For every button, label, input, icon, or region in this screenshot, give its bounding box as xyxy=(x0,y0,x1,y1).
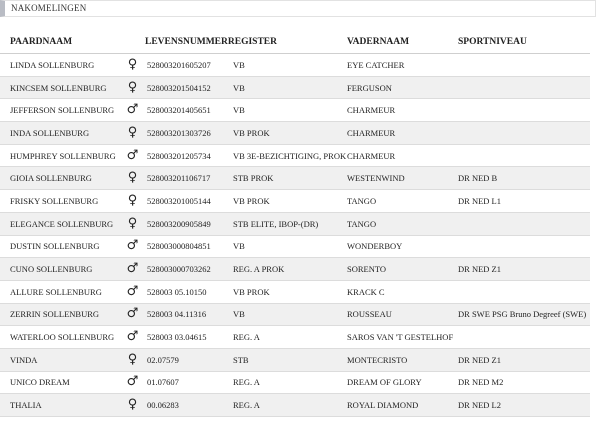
register: REG. A xyxy=(233,394,347,417)
sex-icon: ♀ xyxy=(120,394,145,417)
horse-name[interactable]: VINDA xyxy=(0,348,120,371)
table-row[interactable] xyxy=(0,326,590,349)
sex-icon: ♂ xyxy=(120,99,145,122)
sex-icon: ♂ xyxy=(120,258,145,281)
horse-name[interactable]: THALIA xyxy=(0,394,120,417)
register: STB ELITE, IBOP-(DR) xyxy=(233,212,347,235)
table-row[interactable] xyxy=(0,303,590,326)
table-row[interactable] xyxy=(0,235,590,258)
levensnummer: 01.07607 xyxy=(145,371,233,394)
header-register: REGISTER xyxy=(227,37,277,47)
vadernaam: SAROS VAN 'T GESTELHOF xyxy=(347,326,458,349)
header-sex xyxy=(120,31,145,54)
table-row[interactable] xyxy=(0,348,590,371)
header-vadernaam: VADERNAAM xyxy=(347,31,458,54)
horse-name[interactable]: INDA SOLLENBURG xyxy=(0,122,120,145)
horse-name[interactable]: LINDA SOLLENBURG xyxy=(0,54,120,77)
vadernaam: ROUSSEAU xyxy=(347,303,458,326)
sportniveau xyxy=(458,235,590,258)
sportniveau: DR NED Z1 xyxy=(458,258,590,281)
sportniveau xyxy=(458,122,590,145)
levensnummer: 528003201405651 xyxy=(145,99,233,122)
levensnummer: 528003201504152 xyxy=(145,76,233,99)
header-sportniveau: SPORTNIVEAU xyxy=(458,31,590,54)
sex-icon: ♀ xyxy=(120,54,145,77)
section-title: NAKOMELINGEN xyxy=(11,3,87,13)
levensnummer: 528003201205734 xyxy=(145,144,233,167)
sportniveau: DR NED B xyxy=(458,167,590,190)
register: VB PROK xyxy=(233,122,347,145)
levensnummer: 528003201106717 xyxy=(145,167,233,190)
levensnummer: 528003000703262 xyxy=(145,258,233,281)
table-row[interactable] xyxy=(0,76,590,99)
vadernaam: WONDERBOY xyxy=(347,235,458,258)
horse-name[interactable]: CUNO SOLLENBURG xyxy=(0,258,120,281)
table-row[interactable] xyxy=(0,99,590,122)
sportniveau xyxy=(458,280,590,303)
sex-icon: ♀ xyxy=(120,348,145,371)
table-row[interactable] xyxy=(0,258,590,281)
sportniveau xyxy=(458,76,590,99)
vadernaam: SORENTO xyxy=(347,258,458,281)
sportniveau xyxy=(458,54,590,77)
register: REG. A xyxy=(233,371,347,394)
sportniveau: DR NED L2 xyxy=(458,394,590,417)
table-row[interactable] xyxy=(0,212,590,235)
vadernaam: KRACK C xyxy=(347,280,458,303)
sex-icon: ♂ xyxy=(120,235,145,258)
section-header xyxy=(0,0,596,17)
table-row[interactable] xyxy=(0,394,590,417)
register: STB PROK xyxy=(233,167,347,190)
table-row[interactable] xyxy=(0,280,590,303)
sportniveau: DR NED Z1 xyxy=(458,348,590,371)
register: VB 3E-BEZICHTIGING, PROK xyxy=(233,144,347,167)
sportniveau: DR SWE PSG Bruno Degreef (SWE) xyxy=(458,303,590,326)
sportniveau: DR NED M2 xyxy=(458,371,590,394)
vadernaam: ROYAL DIAMOND xyxy=(347,394,458,417)
vadernaam: CHARMEUR xyxy=(347,99,458,122)
levensnummer: 528003201005144 xyxy=(145,190,233,213)
table-row[interactable] xyxy=(0,371,590,394)
sportniveau xyxy=(458,144,590,167)
levensnummer: 528003000804851 xyxy=(145,235,233,258)
levensnummer: 528003 05.10150 xyxy=(145,280,233,303)
horse-name[interactable]: DUSTIN SOLLENBURG xyxy=(0,235,120,258)
register: STB xyxy=(233,348,347,371)
vadernaam: EYE CATCHER xyxy=(347,54,458,77)
sportniveau: DR NED L1 xyxy=(458,190,590,213)
vadernaam: MONTECRISTO xyxy=(347,348,458,371)
horse-name[interactable]: JEFFERSON SOLLENBURG xyxy=(0,99,120,122)
sportniveau xyxy=(458,212,590,235)
table-row[interactable] xyxy=(0,144,590,167)
vadernaam: FERGUSON xyxy=(347,76,458,99)
horse-name[interactable]: ALLURE SOLLENBURG xyxy=(0,280,120,303)
sex-icon: ♀ xyxy=(120,167,145,190)
register: VB PROK xyxy=(233,280,347,303)
register: VB xyxy=(233,99,347,122)
sex-icon: ♀ xyxy=(120,212,145,235)
register: VB xyxy=(233,76,347,99)
register: VB xyxy=(233,303,347,326)
levensnummer: 528003201303726 xyxy=(145,122,233,145)
vadernaam: TANGO xyxy=(347,212,458,235)
vadernaam: CHARMEUR xyxy=(347,122,458,145)
offspring-table xyxy=(0,31,590,417)
table-header-row xyxy=(0,31,590,54)
horse-name[interactable]: ELEGANCE SOLLENBURG xyxy=(0,212,120,235)
horse-name[interactable]: KINCSEM SOLLENBURG xyxy=(0,76,120,99)
vadernaam: CHARMEUR xyxy=(347,144,458,167)
sex-icon: ♀ xyxy=(120,190,145,213)
sportniveau xyxy=(458,99,590,122)
levensnummer: 02.07579 xyxy=(145,348,233,371)
sex-icon: ♀ xyxy=(120,122,145,145)
horse-name[interactable]: UNICO DREAM xyxy=(0,371,120,394)
table-row[interactable] xyxy=(0,167,590,190)
vadernaam: DREAM OF GLORY xyxy=(347,371,458,394)
sportniveau xyxy=(458,326,590,349)
table-row[interactable] xyxy=(0,190,590,213)
sex-icon: ♂ xyxy=(120,371,145,394)
register: VB xyxy=(233,235,347,258)
horse-name[interactable]: WATERLOO SOLLENBURG xyxy=(0,326,120,349)
sex-icon: ♂ xyxy=(120,303,145,326)
register: VB xyxy=(233,54,347,77)
vadernaam: TANGO xyxy=(347,190,458,213)
register: VB PROK xyxy=(233,190,347,213)
horse-name[interactable]: ZERRIN SOLLENBURG xyxy=(0,303,120,326)
levensnummer: 528003 03.04615 xyxy=(145,326,233,349)
horse-name[interactable]: HUMPHREY SOLLENBURG xyxy=(0,144,120,167)
table-row[interactable] xyxy=(0,122,590,145)
levensnummer: 528003 04.11316 xyxy=(145,303,233,326)
header-paardnaam: PAARDNAAM xyxy=(0,31,120,54)
register: REG. A xyxy=(233,326,347,349)
horse-name[interactable]: FRISKY SOLLENBURG xyxy=(0,190,120,213)
register: REG. A PROK xyxy=(233,258,347,281)
horse-name[interactable]: GIOIA SOLLENBURG xyxy=(0,167,120,190)
table-row[interactable] xyxy=(0,54,590,77)
sex-icon: ♀ xyxy=(120,76,145,99)
levensnummer: 00.06283 xyxy=(145,394,233,417)
header-levensnummer-register xyxy=(145,31,347,54)
vadernaam: WESTENWIND xyxy=(347,167,458,190)
header-levensnummer: LEVENSNUMMER xyxy=(145,37,228,47)
sex-icon: ♂ xyxy=(120,280,145,303)
sex-icon: ♂ xyxy=(120,326,145,349)
levensnummer: 528003201605207 xyxy=(145,54,233,77)
sex-icon: ♂ xyxy=(120,144,145,167)
levensnummer: 528003200905849 xyxy=(145,212,233,235)
